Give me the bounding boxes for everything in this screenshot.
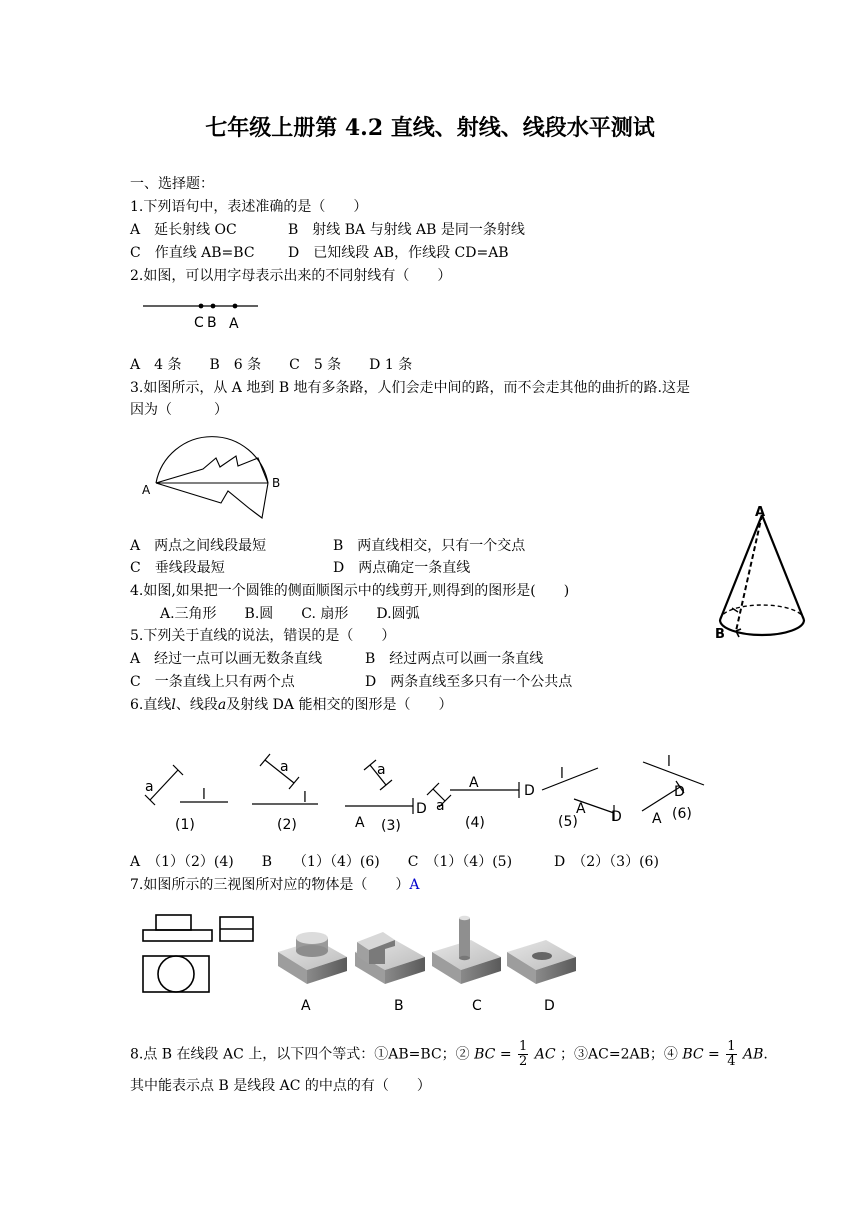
q5-option-a: A 经过一点可以画无数条直线	[130, 651, 323, 667]
q6-stem-post: 及射线 DA 能相交的图形是（ ）	[226, 697, 453, 713]
q6-fig4-label-A: A	[469, 775, 479, 791]
q2-label-c: C	[194, 315, 204, 331]
q3-option-b: B 两直线相交，只有一个交点	[333, 538, 526, 554]
q6-fig4-label-D: D	[524, 783, 535, 799]
q6-fig1-label-a: a	[145, 779, 154, 795]
q8-eq4-rhs: AB	[742, 1046, 764, 1063]
q1-option-a: A 延长射线 OC	[130, 222, 237, 238]
q8-eq2-lhs: BC =	[474, 1046, 512, 1063]
q7-label-d: D	[544, 998, 555, 1014]
q4-label-b: B	[715, 627, 725, 642]
q3-label-a: A	[142, 483, 151, 497]
section-heading: 一、选择题：	[130, 176, 214, 192]
q6-var-l: l	[171, 697, 176, 713]
q7-solid-d	[507, 940, 576, 984]
q7-answer: A	[409, 877, 420, 893]
q1-option-b: B 射线 BA 与射线 AB 是同一条射线	[288, 222, 525, 238]
q3-option-a: A 两点之间线段最短	[130, 538, 267, 554]
q7-solid-a	[278, 932, 347, 984]
q6-fig6-label-l: l	[667, 754, 671, 770]
q8-eq2-fraction	[518, 1040, 528, 1069]
q7-solid-b	[355, 932, 425, 984]
q6-fig2-label-a: a	[280, 759, 289, 775]
q8-eq2-denominator: 2	[519, 1054, 528, 1069]
q8-eq4-numerator: 1	[727, 1039, 736, 1054]
q1-stem: 1.下列语句中，表述准确的是（ ）	[130, 199, 368, 215]
q8-eq2-rhs: AC	[534, 1046, 556, 1063]
q7-solid-c	[432, 916, 501, 984]
q7-stem	[130, 875, 419, 895]
q3-label-b: B	[272, 476, 281, 490]
q8-line2: 其中能表示点 B 是线段 AC 的中点的有（ ）	[130, 1078, 431, 1094]
q6-fig2-number: (2)	[277, 817, 297, 833]
q7-label-b: B	[394, 998, 404, 1014]
q8-stem	[130, 1040, 768, 1069]
q6-fig4-label-a: a	[436, 798, 445, 814]
q7-solids	[275, 912, 595, 1017]
q2-options: A 4 条 B 6 条 C 5 条 D 1 条	[130, 357, 413, 373]
q8-stem-pre: 8.点 B 在线段 AC 上，以下四个等式：①AB=BC；②	[130, 1046, 470, 1063]
q8-end: .	[763, 1046, 768, 1063]
q3-option-d: D 两点确定一条直线	[333, 560, 471, 576]
q6-fig6-label-D: D	[674, 784, 685, 800]
q6-options: A （1）（2）(4) B （1）（4）(6) C （1）（4）(5) D （2）（3）(6)	[130, 854, 659, 870]
q6-fig5-label-l: l	[560, 766, 564, 782]
q2-label-a: A	[229, 316, 239, 332]
q6-fig1-number: (1)	[175, 817, 195, 833]
q8-mid: ；③AC=2AB；④	[560, 1046, 678, 1063]
q2-figure	[140, 295, 270, 335]
q6-stem	[130, 695, 452, 715]
q3-stem-line1: 3.如图所示，从 A 地到 B 地有多条路，人们会走中间的路，而不会走其他的曲折的路.这是	[130, 380, 691, 396]
q6-fig1-label-l: l	[202, 787, 206, 803]
q7-three-views	[140, 910, 260, 1000]
q3-stem-line2: 因为（ ）	[130, 402, 228, 418]
q3-option-c: C 垂线段最短	[130, 560, 225, 576]
page-title: 七年级上册第 4.2 直线、射线、线段水平测试	[205, 115, 655, 141]
q1-option-c: C 作直线 AB=BC	[130, 245, 255, 261]
q5-option-d: D 两条直线至多只有一个公共点	[365, 674, 573, 690]
q5-option-b: B 经过两点可以画一条直线	[365, 651, 544, 667]
q8-eq4-fraction	[726, 1040, 736, 1069]
q6-fig6-number: (6)	[672, 806, 692, 822]
q6-fig5-label-A: A	[576, 801, 586, 817]
q6-fig5-number: (5)	[558, 814, 578, 830]
q8-eq4-denominator: 4	[727, 1054, 736, 1069]
q6-stem-pre: 6.直线	[130, 697, 172, 713]
q6-fig4-number: (4)	[465, 815, 485, 831]
q4-label-a: A	[755, 505, 766, 520]
q2-label-b: B	[207, 315, 217, 331]
q6-figures	[140, 745, 720, 845]
q6-fig5-label-D: D	[611, 809, 622, 825]
q4-options: A.三角形 B.圆 C. 扇形 D.圆弧	[160, 606, 420, 622]
q6-var-a: a	[217, 697, 227, 713]
q6-fig3-label-A: A	[355, 815, 365, 831]
q6-fig3-number: (3)	[381, 818, 401, 834]
q6-fig2-label-l: l	[303, 790, 307, 806]
q7-label-a: A	[301, 998, 311, 1014]
q3-figure	[138, 425, 288, 525]
q5-option-c: C 一条直线上只有两个点	[130, 674, 295, 690]
q8-eq2-numerator: 1	[519, 1039, 528, 1054]
q6-fig3-label-a: a	[377, 762, 386, 778]
q6-fig6-label-A: A	[652, 811, 662, 827]
q6-stem-mid: 、线段	[175, 697, 218, 713]
q7-label-c: C	[472, 998, 482, 1014]
q8-eq4-lhs: BC =	[682, 1046, 720, 1063]
q6-fig3-label-D: D	[416, 801, 427, 817]
q1-option-d: D 已知线段 AB，作线段 CD=AB	[288, 245, 509, 261]
q5-stem: 5.下列关于直线的说法，错误的是（ ）	[130, 628, 396, 644]
q4-stem: 4.如图,如果把一个圆锥的侧面顺图示中的线剪开,则得到的图形是( )	[130, 583, 570, 599]
q7-stem-text: 7.如图所示的三视图所对应的物体是（ ）	[130, 877, 410, 893]
q2-stem: 2.如图，可以用字母表示出来的不同射线有（ ）	[130, 268, 452, 284]
q4-cone-figure	[712, 500, 812, 650]
